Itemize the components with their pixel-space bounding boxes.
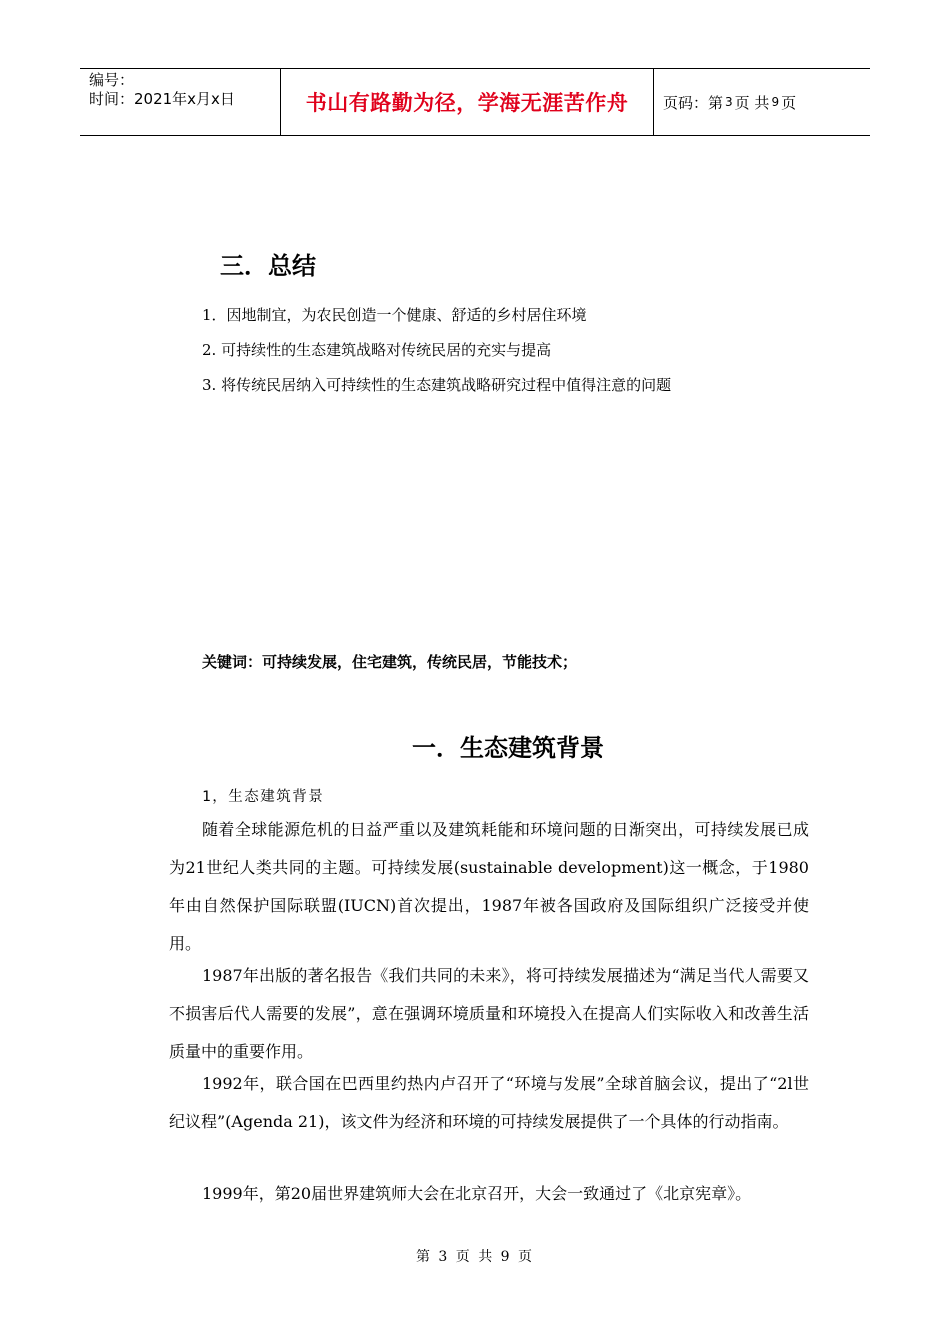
motto: 书山有路勤为径，学海无涯苦作舟 [305,90,629,115]
number-label: 编号： [89,71,135,89]
page-current: 3 [725,95,733,109]
body-paragraph: 1999年，第20届世界建筑师大会在北京召开，大会一致通过了《北京宪章》。 [202,1184,752,1203]
summary-heading: 三．总结 [220,252,316,280]
header-table [80,68,870,136]
header-motto-cell [281,69,654,135]
header-info-cell [80,69,281,135]
page-middle: 页 共 [734,93,770,112]
time-label: 时间：2021年x月x日 [89,90,235,108]
section-heading: 一．生态建筑背景 [412,734,604,762]
summary-item: 3. 将传统民居纳入可持续性的生态建筑战略研究过程中值得注意的问题 [202,376,672,394]
page-prefix: 页码：第 [663,93,724,112]
summary-item: 2. 可持续性的生态建筑战略对传统民居的充实与提高 [202,341,552,359]
header-page-cell [654,69,870,135]
body-paragraph: 1992年，联合国在巴西里约热内卢召开了“环境与发展”全球首脑会议，提出了“2l世纪议程”(Agenda 21)，该文件为经济和环境的可持续发展提供了一个具体的行动指南。 [169,1074,809,1131]
summary-item: 1．因地制宜，为农民创造一个健康、舒适的乡村居住环境 [202,306,587,324]
page-suffix: 页 [781,93,797,112]
page-total: 9 [771,95,780,109]
body-paragraph: 1987年出版的著名报告《我们共同的未来》，将可持续发展描述为“满足当代人需要又不损害后代人需要的发展”，意在强调环境质量和环境投入在提高人们实际收入和改善生活质量中的重要作用。 [169,966,809,1061]
section-subheading: 1，生态建筑背景 [202,789,325,805]
keywords: 关键词：可持续发展，住宅建筑，传统民居，节能技术； [202,653,578,671]
page-footer: 第 3 页 共 9 页 [415,1249,535,1265]
body-paragraph: 随着全球能源危机的日益严重以及建筑耗能和环境问题的日渐突出，可持续发展已成为21世纪人类共同的主题。可持续发展(sustainable development)这一概念，于1980年由自然保护国际联盟(IUCN)首次提出，1987年被各国政府及国际组织广泛接受并使用。 [169,820,809,953]
